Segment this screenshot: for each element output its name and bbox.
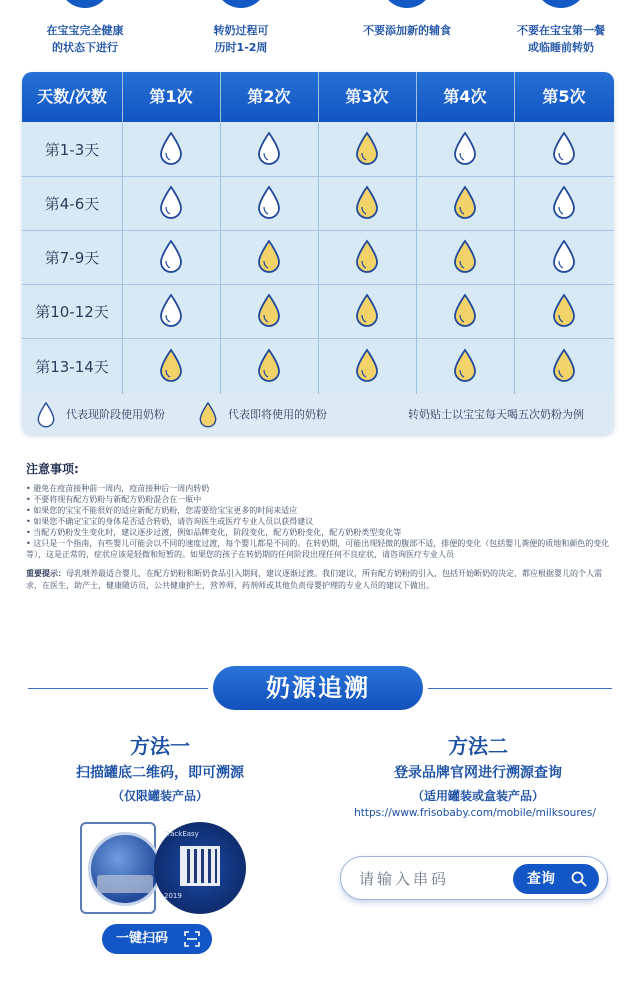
qr-bottom-text: 2019 bbox=[164, 892, 182, 900]
column-divider bbox=[220, 72, 221, 394]
note-item: • 如果您不确定宝宝的身体是否适合转奶，请咨询医生或医疗专业人员以获得建议 bbox=[26, 517, 314, 526]
scan-button[interactable] bbox=[102, 924, 212, 954]
row-divider bbox=[22, 284, 614, 285]
qr-code-icon bbox=[180, 846, 220, 886]
new-formula-drop-icon bbox=[198, 401, 218, 428]
new-formula-drop-icon bbox=[354, 131, 380, 165]
column-divider bbox=[122, 72, 123, 394]
header-days-count: 天数/次数 bbox=[37, 87, 107, 106]
current-formula-drop-icon bbox=[158, 239, 184, 273]
tip-text: 不要在宝宝第一餐 或临睡前转奶 bbox=[517, 24, 605, 54]
can-label bbox=[97, 875, 153, 893]
header-feed-1: 第1次 bbox=[149, 87, 193, 106]
legend-current-label: 代表现阶段使用奶粉 bbox=[66, 408, 165, 421]
important-text: 母乳喂养最适合婴儿，在配方奶粉和断奶食品引入期间，建议逐渐过渡。我们建议，所有配方奶粉的引入，包括开始断奶的决定，都应根据婴儿的个人需求，在医生，助产士，健康随访员，公共健康护士，营养师，药剂师或其他负责母婴护理的专业人员的建议下做出。 bbox=[26, 569, 602, 590]
method1-subtitle: 扫描罐底二维码，即可溯源 bbox=[76, 765, 244, 781]
row-label: 第4-6天 bbox=[44, 195, 100, 213]
serial-code-input[interactable] bbox=[359, 865, 509, 893]
note-item: • 如果您的宝宝不能很好的适应新配方奶粉，您需要给宝宝更多的时间来适应 bbox=[26, 506, 298, 515]
method2-title: 方法二 bbox=[448, 734, 508, 758]
note-item: • 不要将现有配方奶粉与新配方奶粉混合在一瓶中 bbox=[26, 495, 202, 504]
current-formula-drop-icon bbox=[256, 185, 282, 219]
column-divider bbox=[416, 72, 417, 394]
row-divider bbox=[22, 338, 614, 339]
method2-note: （适用罐装或盒装产品） bbox=[411, 789, 544, 803]
method1-note: （仅限罐装产品） bbox=[111, 789, 208, 803]
method1-title: 方法一 bbox=[130, 734, 190, 758]
tip-badge bbox=[535, 0, 587, 8]
scan-button-label: 一键扫码 bbox=[116, 931, 169, 946]
tip-text: 转奶过程可 历时1-2周 bbox=[213, 24, 269, 54]
notes-title: 注意事项: bbox=[26, 462, 79, 476]
current-formula-drop-icon bbox=[551, 185, 577, 219]
new-formula-drop-icon bbox=[354, 239, 380, 273]
official-site-url[interactable]: https://www.frisobaby.com/mobile/milksoures/ bbox=[354, 807, 596, 819]
table-legend bbox=[22, 394, 614, 434]
new-formula-drop-icon bbox=[158, 348, 184, 382]
tip-badge bbox=[215, 0, 267, 8]
row-label: 第13-14天 bbox=[35, 358, 109, 376]
row-label: 第10-12天 bbox=[35, 303, 109, 321]
legend-tip: 转奶贴士以宝宝每天喝五次奶粉为例 bbox=[408, 408, 584, 421]
can-bottom-image bbox=[88, 832, 162, 906]
current-formula-drop-icon bbox=[551, 131, 577, 165]
new-formula-drop-icon bbox=[256, 348, 282, 382]
row-label: 第1-3天 bbox=[44, 141, 100, 159]
query-button[interactable] bbox=[513, 864, 599, 894]
can-bottom-qr-illustration bbox=[80, 820, 250, 915]
row-label: 第7-9天 bbox=[44, 249, 100, 267]
row-divider bbox=[22, 230, 614, 231]
header-feed-5: 第5次 bbox=[542, 87, 586, 106]
tip-badge bbox=[381, 0, 433, 8]
tip-text: 在宝宝完全健康 的状态下进行 bbox=[46, 24, 124, 54]
legend-new-label: 代表即将使用的奶粉 bbox=[228, 408, 327, 421]
tip-badge bbox=[59, 0, 111, 8]
row-divider bbox=[22, 176, 614, 177]
new-formula-drop-icon bbox=[452, 185, 478, 219]
method2-subtitle: 登录品牌官网进行溯源查询 bbox=[394, 765, 562, 781]
note-item: • 这只是一个指南，有些婴儿可能会以不同的速度过渡，每个婴儿都是不同的。在转奶期，可能出现轻微的腹部不适，排便的变化（包括婴儿粪便的质地和颜色的变化等），这是正常的，症状应该是轻微和短暂的。如果您的孩子在转奶期的任何阶段出现任何不良症状，请咨询医疗专业人员 bbox=[26, 539, 610, 559]
new-formula-drop-icon bbox=[551, 293, 577, 327]
search-icon bbox=[571, 871, 587, 887]
header-feed-3: 第3次 bbox=[345, 87, 389, 106]
current-formula-drop-icon bbox=[158, 293, 184, 327]
query-button-label: 查询 bbox=[527, 871, 555, 887]
divider-right bbox=[428, 688, 612, 689]
new-formula-drop-icon bbox=[452, 293, 478, 327]
notes-section bbox=[26, 460, 616, 591]
new-formula-drop-icon bbox=[256, 239, 282, 273]
current-formula-drop-icon bbox=[256, 131, 282, 165]
scan-icon bbox=[184, 931, 200, 947]
qr-magnifier bbox=[154, 822, 246, 914]
current-formula-drop-icon bbox=[158, 131, 184, 165]
column-divider bbox=[514, 72, 515, 394]
important-note bbox=[26, 568, 616, 591]
current-formula-drop-icon bbox=[158, 185, 184, 219]
new-formula-drop-icon bbox=[354, 293, 380, 327]
current-formula-drop-icon bbox=[452, 131, 478, 165]
trace-section-title: 奶源追溯 bbox=[213, 666, 423, 710]
header-feed-4: 第4次 bbox=[443, 87, 487, 106]
current-formula-drop-icon bbox=[551, 239, 577, 273]
transition-schedule-table bbox=[22, 72, 614, 434]
new-formula-drop-icon bbox=[256, 293, 282, 327]
current-formula-drop-icon bbox=[36, 401, 56, 428]
new-formula-drop-icon bbox=[354, 348, 380, 382]
tip-text: 不要添加新的辅食 bbox=[363, 24, 451, 37]
tips-row bbox=[0, 0, 640, 60]
new-formula-drop-icon bbox=[551, 348, 577, 382]
new-formula-drop-icon bbox=[452, 348, 478, 382]
important-label: 重要提示： bbox=[26, 569, 66, 578]
new-formula-drop-icon bbox=[354, 185, 380, 219]
divider-left bbox=[28, 688, 208, 689]
column-divider bbox=[318, 72, 319, 394]
new-formula-drop-icon bbox=[452, 239, 478, 273]
note-item: • 当配方奶粉发生变化时，建议逐步过渡，例如品牌变化，阶段变化，配方奶粉变化，配方奶粉类型变化等 bbox=[26, 528, 402, 537]
note-item: • 避免在疫苗接种前一周内，疫苗接种后一周内转奶 bbox=[26, 484, 210, 493]
serial-search-box bbox=[340, 856, 608, 900]
notes-list bbox=[26, 483, 616, 560]
qr-top-text: TrackEasy bbox=[164, 830, 199, 838]
header-feed-2: 第2次 bbox=[247, 87, 291, 106]
